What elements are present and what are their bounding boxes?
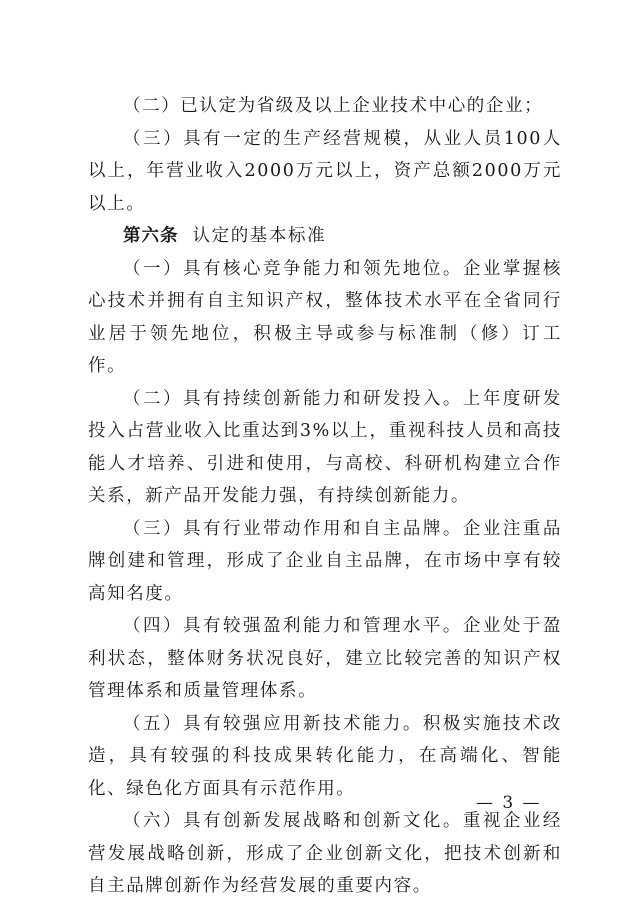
standard-2-paragraph: （二）具有持续创新能力和研发投入。上年度研发投入占营业收入比重达到3%以上，重视科技人员和高技能人才培养、引进和使用，与高校、科研机构建立合作关系，新产品开发能力强，有持续创新能力。 (88, 388, 562, 506)
paragraph-item-3: （三）具有一定的生产经营规模，从业人员100人以上，年营业收入2000万元以上，资产总额2000万元以上。 (88, 128, 562, 214)
article-number: 第六条 (123, 226, 179, 246)
standard-5-paragraph: （五）具有较强应用新技术能力。积极实施技术改造，具有较强的科技成果转化能力，在高端化、智能化、绿色化方面具有示范作用。 (88, 713, 562, 799)
paragraph-item-2: （二）已认定为省级及以上企业技术中心的企业； (123, 96, 544, 116)
article-heading (88, 220, 562, 253)
document-body (88, 90, 562, 903)
standard-1-paragraph: （一）具有核心竞争能力和领先地位。企业掌握核心技术并拥有自主知识产权，整体技术水平在全省同行业居于领先地位，积极主导或参与标准制（修）订工作。 (88, 258, 562, 376)
article-title: 认定的基本标准 (192, 226, 327, 246)
standard-6-paragraph: （六）具有创新发展战略和创新文化。重视企业经营发展战略创新，形成了企业创新文化，把技术创新和自主品牌创新作为经营发展的重要内容。 (88, 811, 562, 896)
page-number: — 3 — (476, 793, 542, 813)
standard-4-paragraph: （四）具有较强盈利能力和管理水平。企业处于盈利状态，整体财务状况良好，建立比较完善的知识产权管理体系和质量管理体系。 (88, 616, 562, 701)
standard-3-paragraph: （三）具有行业带动作用和自主品牌。企业注重品牌创建和管理，形成了企业自主品牌，在市场中享有较高知名度。 (88, 518, 562, 604)
